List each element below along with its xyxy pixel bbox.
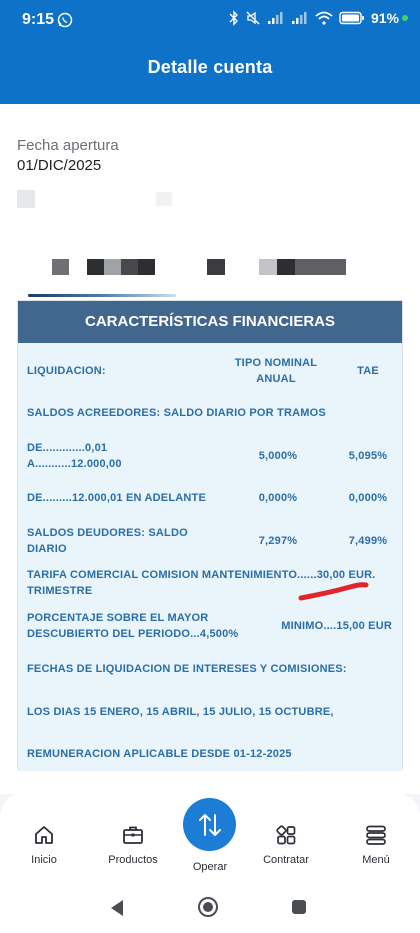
signal-2-icon — [291, 11, 309, 25]
redacted-block — [259, 259, 277, 275]
deudores-tae: 7,499% — [348, 535, 388, 547]
tramo1-tipo: 5,000% — [258, 450, 298, 462]
recent-apps-icon[interactable] — [292, 900, 306, 914]
deudores-line1: SALDOS DEUDORES: SALDO — [27, 527, 188, 539]
home-icon — [32, 823, 56, 847]
opening-date-label: Fecha apertura — [17, 137, 119, 154]
porcentaje-line2: DESCUBIERTO DEL PERIODO...4,500% — [27, 628, 239, 640]
saldos-deudores — [27, 525, 188, 557]
nav-menu[interactable] — [341, 823, 411, 866]
account-detail — [0, 104, 420, 794]
tramo1-range — [27, 440, 122, 472]
app-header — [0, 0, 420, 104]
col-tae: TAE — [357, 365, 379, 377]
stack-icon — [364, 823, 388, 847]
page-title: Detalle cuenta — [147, 57, 273, 77]
redacted-block — [104, 259, 121, 275]
home-button-dot — [203, 902, 213, 912]
tarifa-line1: TARIFA COMERCIAL COMISION MANTENIMIENTO......30,00 EUR. — [27, 569, 376, 581]
wifi-icon — [315, 11, 333, 25]
redacted-block — [207, 259, 225, 275]
col-tipo-nominal — [216, 355, 336, 387]
nav-contratar-label: Contratar — [263, 854, 309, 866]
nav-inicio-label: Inicio — [31, 854, 57, 866]
col-tipo-nominal-line1: TIPO NOMINAL — [234, 357, 318, 369]
nav-productos[interactable] — [98, 823, 168, 866]
status-bar — [0, 0, 420, 40]
deudores-line2: DIARIO — [27, 543, 67, 555]
porcentaje-line1: PORCENTAJE SOBRE EL MAYOR — [27, 612, 209, 624]
minimo: MINIMO....15,00 EUR — [281, 620, 392, 632]
privacy-dot-icon — [402, 15, 408, 21]
redacted-block — [156, 192, 172, 206]
briefcase-icon — [121, 823, 145, 847]
tarifa-line2: TRIMESTRE — [27, 585, 93, 597]
nav-operar-label[interactable]: Operar — [192, 861, 228, 873]
nav-productos-label: Productos — [108, 854, 158, 866]
home-button-icon[interactable] — [198, 897, 218, 917]
tramo2-tipo: 0,000% — [258, 492, 298, 504]
bottom-navigation — [0, 793, 420, 885]
transfer-arrows-icon — [197, 811, 223, 839]
redacted-block — [138, 259, 155, 275]
signal-icon — [267, 11, 285, 25]
redacted-block — [277, 259, 295, 275]
tramo1-line2: A...........12.000,00 — [27, 458, 122, 470]
operar-button[interactable] — [183, 798, 236, 851]
tramo2-range: DE.........12.000,01 EN ADELANTE — [27, 492, 206, 504]
system-navigation — [0, 885, 420, 933]
saldos-acreedores: SALDOS ACREEDORES: SALDO DIARIO POR TRAMOS — [27, 407, 326, 419]
grid-icon — [274, 823, 298, 847]
opening-date-value: 01/DIC/2025 — [17, 157, 102, 174]
porcentaje-descubierto — [27, 610, 238, 642]
tramo1-line1: DE.............0,01 — [27, 442, 108, 454]
back-icon[interactable] — [109, 899, 125, 917]
mute-icon — [245, 10, 261, 26]
nav-contratar[interactable] — [251, 823, 321, 866]
battery-percent: 91% — [370, 10, 399, 26]
dias-liquidacion: LOS DIAS 15 ENERO, 15 ABRIL, 15 JULIO, 15 OCTUBRE, — [27, 706, 334, 718]
section-underline — [28, 294, 176, 297]
redacted-block — [87, 259, 104, 275]
remuneracion: REMUNERACION APLICABLE DESDE 01-12-2025 — [27, 748, 292, 760]
financial-card-title: CARACTERÍSTICAS FINANCIERAS — [18, 301, 402, 343]
col-liquidacion: LIQUIDACION: — [27, 365, 106, 377]
redacted-block — [52, 259, 69, 275]
red-underline-annotation — [298, 581, 370, 603]
deudores-tipo: 7,297% — [258, 535, 298, 547]
bluetooth-icon — [229, 10, 239, 26]
financial-card — [17, 300, 403, 770]
status-time: 9:15 — [22, 11, 55, 28]
battery-icon — [339, 11, 365, 25]
fechas-liquidacion: FECHAS DE LIQUIDACION DE INTERESES Y COMISIONES: — [27, 663, 347, 675]
whatsapp-icon — [57, 12, 73, 28]
redacted-block — [121, 259, 138, 275]
status-icons — [229, 10, 408, 26]
redacted-block — [295, 259, 346, 275]
nav-menu-label: Menú — [362, 854, 390, 866]
tramo2-tae: 0,000% — [348, 492, 388, 504]
nav-inicio[interactable] — [9, 823, 79, 866]
tramo1-tae: 5,095% — [348, 450, 388, 462]
redacted-block — [17, 190, 35, 208]
col-tipo-nominal-line2: ANUAL — [256, 373, 296, 385]
